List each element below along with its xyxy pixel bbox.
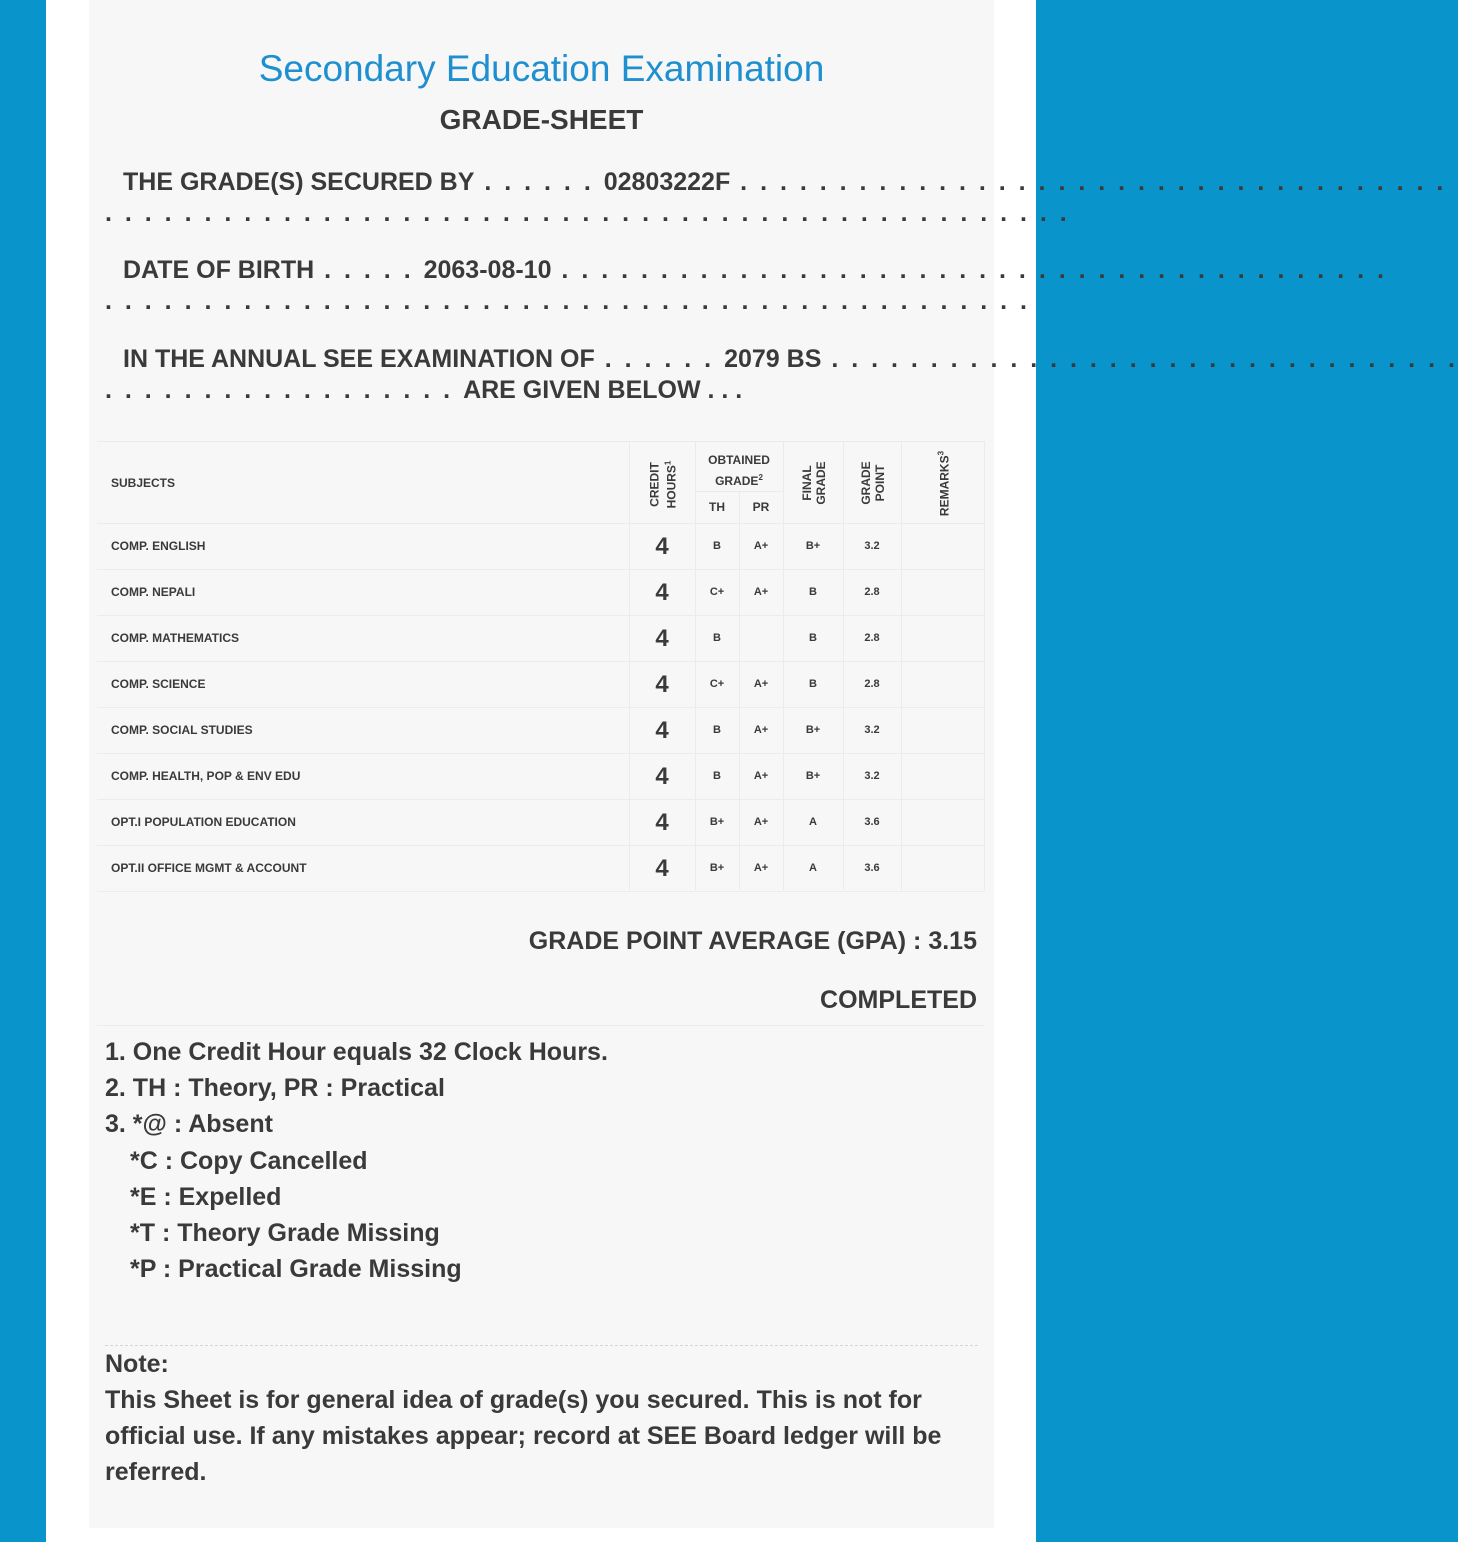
dob-paragraph: DATE OF BIRTH . . . . . 2063-08-10 . . . . . . . . . . . . . . . . . . . . . . . . . . . . . . . . . . . . . . . . . . . . . . . . . . . . . . . . . . . . . . . . . . . . . . . . . . . . . . . . . . . . . . . . . (105, 256, 1387, 315)
result-status: COMPLETED (820, 986, 977, 1014)
divider (105, 1345, 978, 1346)
sheet-subtitle: GRADE-SHEET (439, 104, 644, 135)
credit-hours-cell: 4 (655, 855, 669, 882)
header-final-grade: FINAL GRADE (800, 461, 828, 505)
theory-grade-cell: B (713, 724, 721, 736)
final-grade-cell: B+ (805, 770, 821, 782)
final-grade-cell: A (809, 862, 817, 874)
secured-by-label: THE GRADE(S) SECURED BY (123, 168, 475, 196)
legend-item: *C : Copy Cancelled (130, 1146, 368, 1175)
header-obtained-grade: OBTAINED GRADE$^2$ (708, 453, 770, 488)
table-row (97, 707, 985, 754)
theory-grade-cell: B (713, 770, 721, 782)
header-subjects: SUBJECTS (111, 476, 176, 490)
credit-hours-cell: 4 (655, 763, 669, 790)
subject-cell: COMP. SOCIAL STUDIES (111, 723, 253, 737)
grade-point-cell: 2.8 (864, 678, 880, 690)
theory-grade-cell: B (713, 540, 721, 552)
header-credit-hours: CREDIT HOURS$^1$ (647, 460, 679, 509)
grade-point-cell: 3.6 (864, 862, 880, 874)
credit-hours-cell: 4 (655, 809, 669, 836)
grade-sheet (89, 0, 1458, 1528)
table-row (97, 661, 985, 708)
legend-item: 2. TH : Theory, PR : Practical (105, 1074, 445, 1103)
legend-item: *T : Theory Grade Missing (130, 1219, 440, 1248)
subject-cell: COMP. ENGLISH (111, 539, 206, 553)
header-remarks: REMARKS$^3$ (936, 450, 952, 517)
theory-grade-cell: B+ (709, 862, 725, 874)
practical-grade-cell: A+ (753, 770, 769, 782)
table-row (97, 569, 985, 616)
exam-paragraph: IN THE ANNUAL SEE EXAMINATION OF . . . . . . 2079 BS . . . . . . . . . . . . . . . . . . . . . . . . . . . . . . . . . . . . . . . . . . . . . . . . . . ARE GIVEN BELOW . . . (105, 345, 1458, 404)
legend-item: *E : Expelled (130, 1182, 282, 1211)
secured-by-paragraph: THE GRADE(S) SECURED BY . . . . . . 02803222F . . . . . . . . . . . . . . . . . . . . . . . . . . . . . . . . . . . . . . . . . . . . . . . . . . . . . . . . . . . . . . . . . . . . . . . . . . . . . . . . . . . . . (105, 168, 1447, 227)
final-grade-cell: B (809, 678, 817, 690)
final-grade-cell: A (809, 816, 817, 828)
subject-cell: OPT.II OFFICE MGMT & ACCOUNT (111, 861, 307, 875)
table-row (97, 615, 985, 662)
grade-point-cell: 3.6 (864, 816, 880, 828)
final-grade-cell: B (809, 586, 817, 598)
credit-hours-cell: 4 (655, 579, 669, 606)
theory-grade-cell: C+ (709, 586, 725, 598)
exam-year: 2079 BS (724, 345, 822, 373)
final-grade-cell: B+ (805, 540, 821, 552)
theory-grade-cell: B (713, 632, 721, 644)
practical-grade-cell: A+ (753, 816, 769, 828)
legend-item: *P : Practical Grade Missing (130, 1255, 462, 1284)
theory-grade-cell: B+ (709, 816, 725, 828)
grade-point-cell: 3.2 (864, 724, 880, 736)
theory-grade-cell: C+ (709, 678, 725, 690)
grades-table (97, 441, 985, 890)
grade-point-cell: 2.8 (864, 632, 880, 644)
credit-hours-cell: 4 (655, 625, 669, 652)
final-grade-cell: B+ (805, 724, 821, 736)
grade-point-cell: 3.2 (864, 770, 880, 782)
subject-cell: COMP. HEALTH, POP & ENV EDU (111, 769, 301, 783)
practical-grade-cell: A+ (753, 724, 769, 736)
table-row (97, 799, 985, 846)
subject-cell: OPT.I POPULATION EDUCATION (111, 815, 296, 829)
symbol-number: 02803222F (603, 168, 731, 196)
credit-hours-cell: 4 (655, 671, 669, 698)
credit-hours-cell: 4 (655, 533, 669, 560)
table-header (97, 441, 985, 524)
grade-point-cell: 3.2 (864, 540, 880, 552)
practical-grade-cell: A+ (753, 586, 769, 598)
exam-title: Secondary Education Examination (258, 48, 825, 89)
exam-label: IN THE ANNUAL SEE EXAMINATION OF (123, 345, 595, 373)
note-text: This Sheet is for general idea of grade(s) you secured. This is not for official use. If any mistakes appear; record at SEE Board ledger will be referred. (105, 1386, 942, 1486)
gpa-result: GRADE POINT AVERAGE (GPA) : 3.15 (528, 927, 977, 955)
given-below: ARE GIVEN BELOW . . . (463, 376, 743, 404)
legend-item: 1. One Credit Hour equals 32 Clock Hours. (105, 1038, 608, 1066)
practical-grade-cell: A+ (753, 678, 769, 690)
legend (105, 1034, 608, 1287)
practical-grade-cell: A+ (753, 540, 769, 552)
header-th: TH (709, 500, 725, 514)
grade-point-cell: 2.8 (864, 586, 880, 598)
table-row (97, 753, 985, 800)
header-pr: PR (752, 500, 770, 514)
header-grade-point: GRADE POINT (859, 461, 887, 505)
legend-item: 3. *@ : Absent (105, 1110, 273, 1139)
practical-grade-cell: A+ (753, 862, 769, 874)
table-row (97, 523, 985, 570)
subject-cell: COMP. NEPALI (111, 585, 196, 599)
table-row (97, 845, 985, 892)
note-title: Note: (105, 1350, 169, 1378)
final-grade-cell: B (809, 632, 817, 644)
dob-value: 2063-08-10 (423, 256, 552, 284)
subject-cell: COMP. MATHEMATICS (111, 631, 239, 645)
credit-hours-cell: 4 (655, 717, 669, 744)
subject-cell: COMP. SCIENCE (111, 677, 206, 691)
dob-label: DATE OF BIRTH (123, 256, 315, 284)
